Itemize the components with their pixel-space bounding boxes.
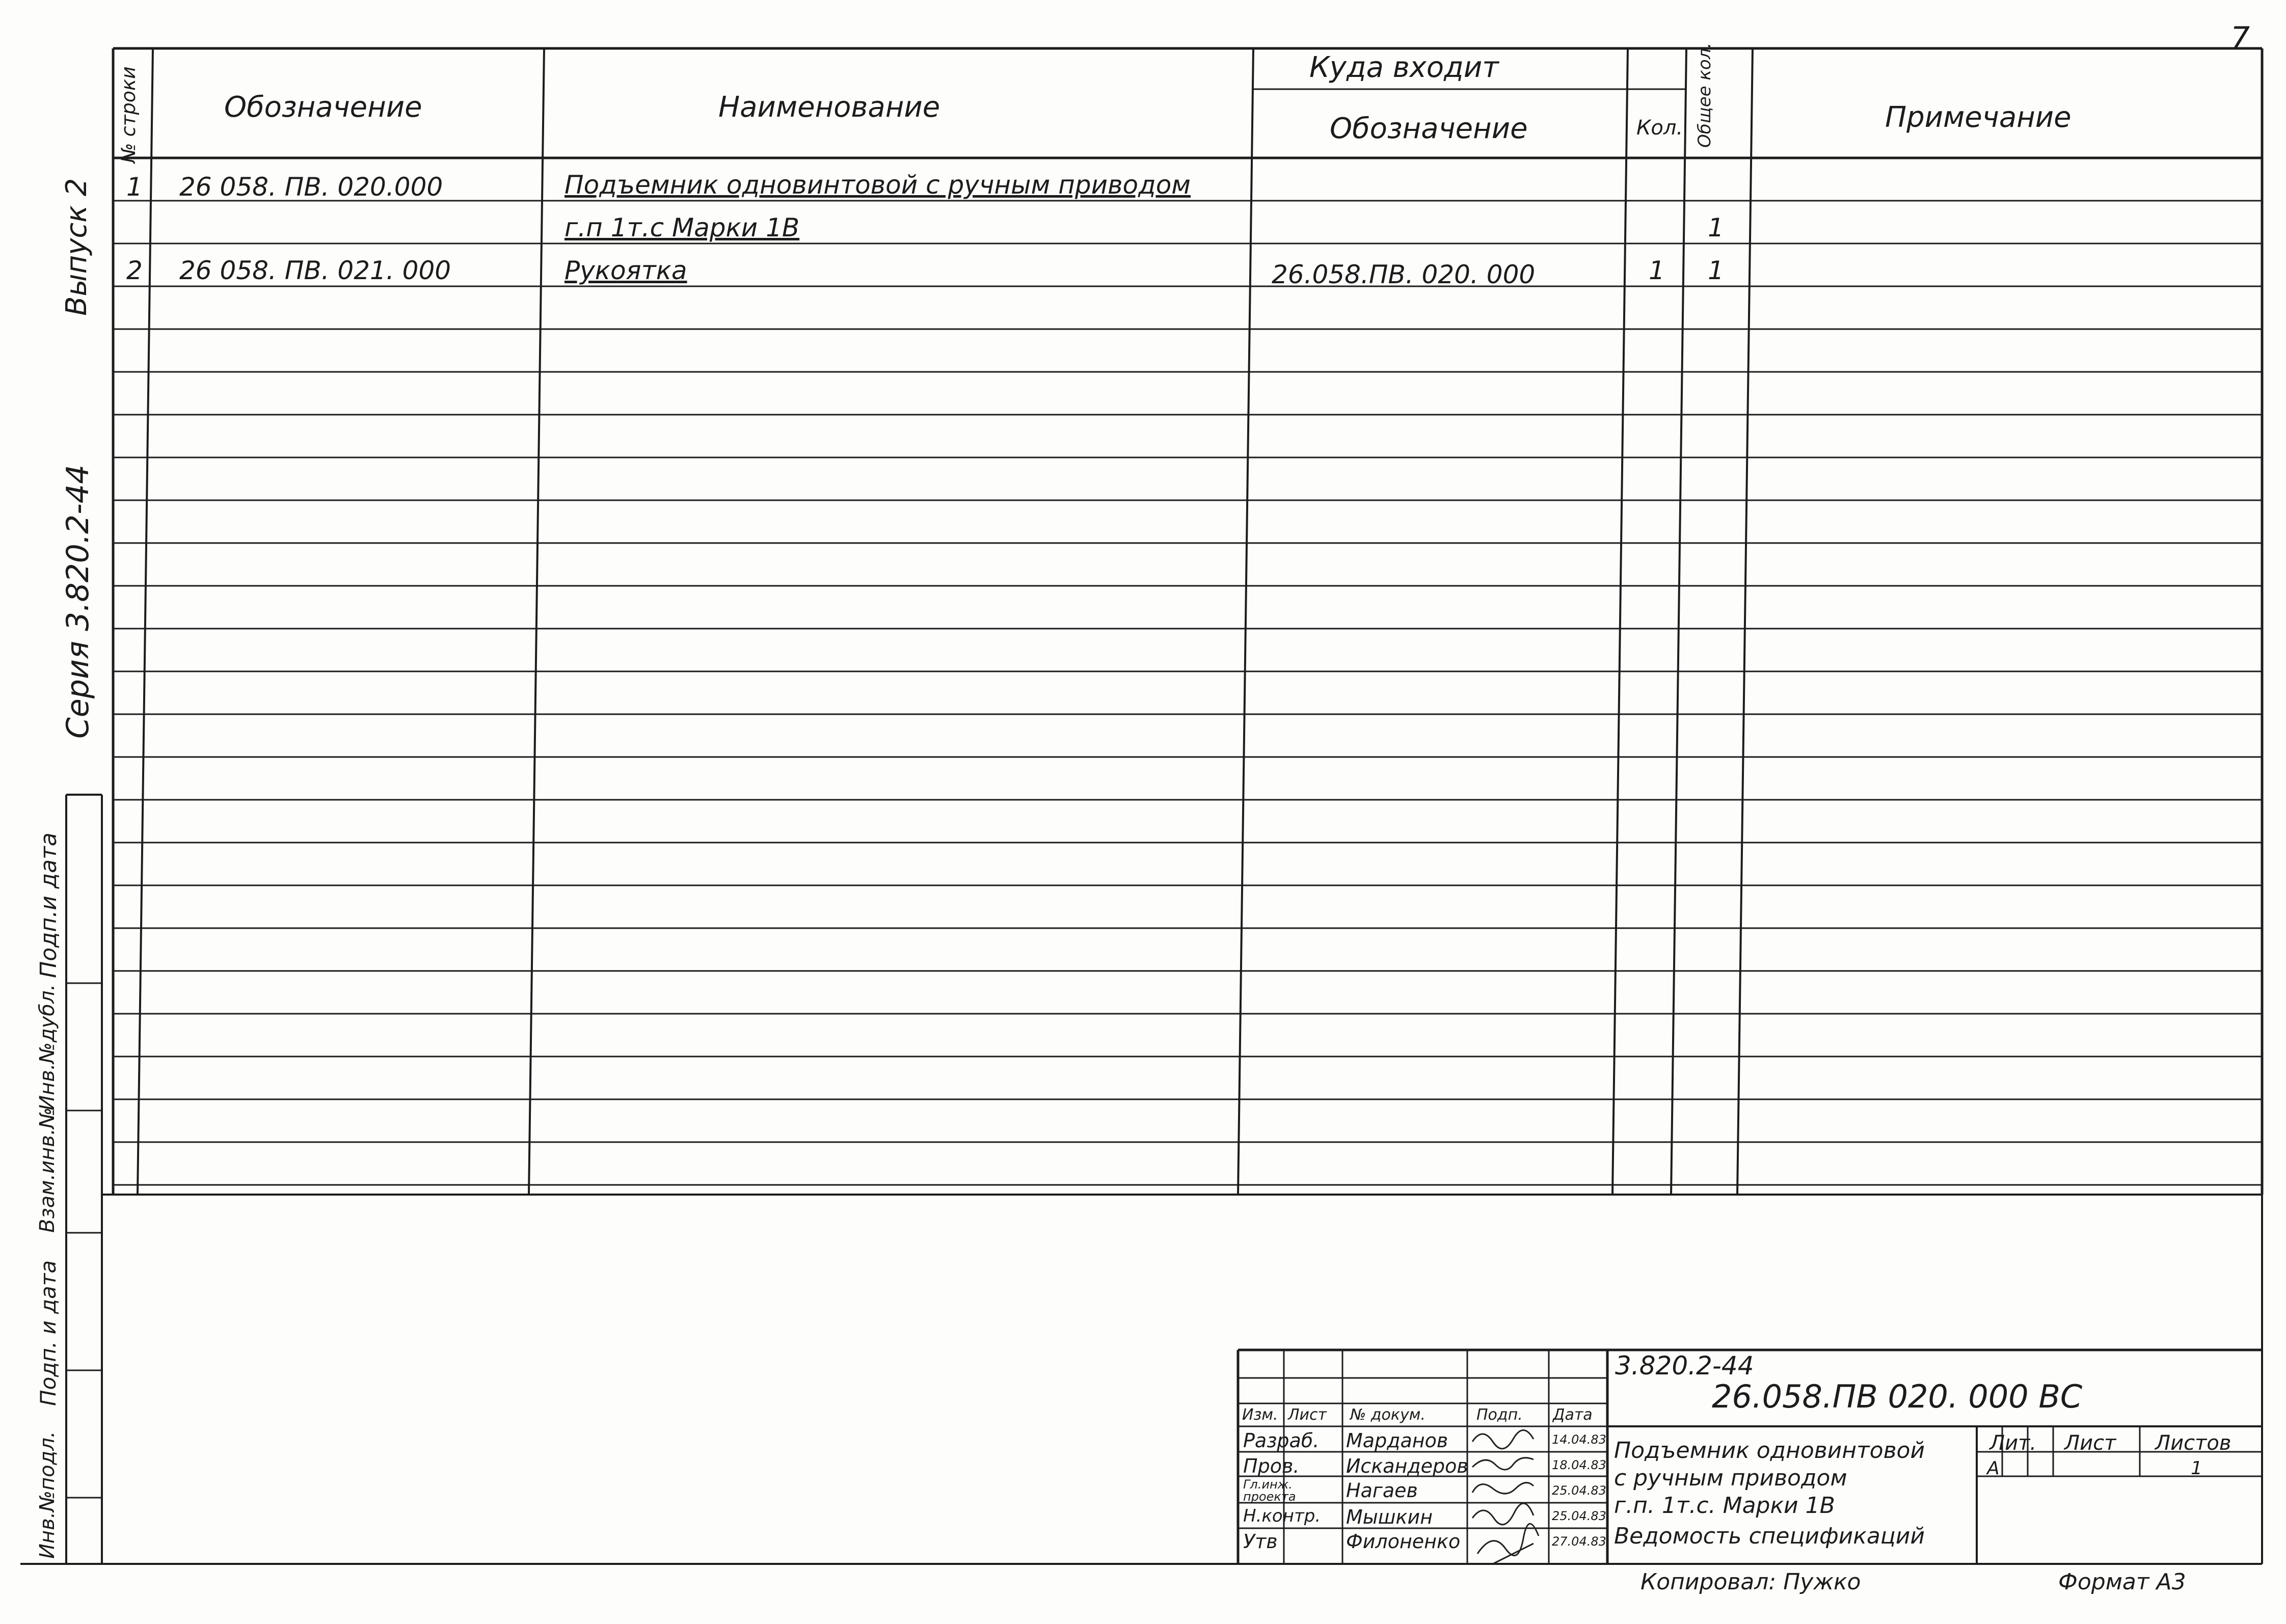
tb-lit-value: А	[1987, 1458, 2000, 1479]
margin-vzam-inv: Взам.инв.№	[36, 1107, 59, 1233]
header-where-designation: Обозначение	[1330, 112, 1528, 145]
tb-date: 25.04.83	[1552, 1483, 1606, 1498]
margin-sign-date-2: Подп. и дата	[36, 1260, 61, 1406]
row-name: Подъемник одновинтовой с ручным приводом	[564, 170, 1191, 200]
header-name: Наименование	[718, 91, 940, 124]
header-qty: Кол.	[1636, 116, 1683, 140]
row-qty: 1	[1649, 256, 1665, 285]
footer-copied-by: Копировал: Пужко	[1640, 1569, 1861, 1595]
row-total-qty: 1	[1708, 256, 1724, 285]
row-total-qty: 1	[1708, 213, 1724, 242]
tb-col-doc: № докум.	[1350, 1406, 1426, 1424]
margin-series: Серия 3.820.2-44	[60, 464, 96, 739]
tb-sheets-value: 1	[2191, 1458, 2202, 1479]
title-line: г.п. 1т.с. Марки 1В	[1614, 1493, 1835, 1519]
tb-date: 14.04.83	[1552, 1432, 1606, 1447]
margin-inv-orig: Инв.№подл.	[36, 1431, 59, 1559]
tb-col-sign: Подп.	[1476, 1406, 1523, 1424]
tb-role: Н.контр.	[1243, 1506, 1321, 1526]
tb-date: 25.04.83	[1552, 1509, 1606, 1523]
header-note: Примечание	[1885, 101, 2072, 134]
tb-col-date: Дата	[1553, 1406, 1593, 1424]
tb-person-name: Искандеров	[1346, 1455, 1468, 1477]
tb-col-list: Лист	[1288, 1406, 1327, 1424]
title-line: Подъемник одновинтовой	[1614, 1438, 1925, 1464]
tb-date: 18.04.83	[1552, 1458, 1606, 1472]
title-line: Ведомость спецификаций	[1614, 1523, 1925, 1549]
tb-date: 27.04.83	[1552, 1534, 1606, 1549]
row-name: г.п 1т.с Марки 1В	[564, 213, 800, 242]
row-number: 2	[126, 256, 143, 285]
document-code: 26.058.ПВ 020. 000 ВС	[1712, 1378, 2083, 1415]
header-row-number: № строки	[117, 66, 140, 163]
row-number: 1	[126, 172, 143, 202]
margin-inv-dubl: Инв.№дубл.	[36, 984, 59, 1111]
tb-person-name: Нагаев	[1346, 1479, 1418, 1502]
tb-col-izm: Изм.	[1242, 1406, 1278, 1424]
header-total-qty: Общее кол.	[1695, 42, 1715, 148]
tb-role: Гл.инж. проекта	[1243, 1477, 1296, 1504]
margin-issue: Выпуск 2	[60, 178, 93, 316]
margin-sign-date: Подп.и дата	[36, 832, 62, 978]
tb-sheets-label: Листов	[2155, 1431, 2231, 1455]
footer-format: Формат А3	[2058, 1569, 2186, 1595]
tb-person-name: Марданов	[1346, 1429, 1448, 1452]
row-where-designation: 26.058.ПВ. 020. 000	[1272, 260, 1536, 289]
row-designation: 26 058. ПВ. 020.000	[179, 172, 443, 202]
header-designation: Обозначение	[224, 91, 422, 124]
tb-role: Утв	[1243, 1530, 1278, 1553]
tb-sheet-label: Лист	[2064, 1431, 2116, 1455]
tb-role: Разраб.	[1243, 1429, 1320, 1452]
row-name: Рукоятка	[564, 256, 687, 285]
tb-lit-label: Лит.	[1989, 1431, 2037, 1455]
series-code: 3.820.2-44	[1615, 1351, 1754, 1381]
title-line: с ручным приводом	[1614, 1465, 1847, 1491]
tb-person-name: Мышкин	[1346, 1506, 1433, 1528]
sheet-number: 7	[2230, 20, 2250, 56]
tb-role: Пров.	[1243, 1455, 1300, 1477]
tb-person-name: Филоненко	[1346, 1530, 1461, 1553]
row-designation: 26 058. ПВ. 021. 000	[179, 256, 451, 285]
header-where-used: Куда входит	[1309, 51, 1499, 84]
